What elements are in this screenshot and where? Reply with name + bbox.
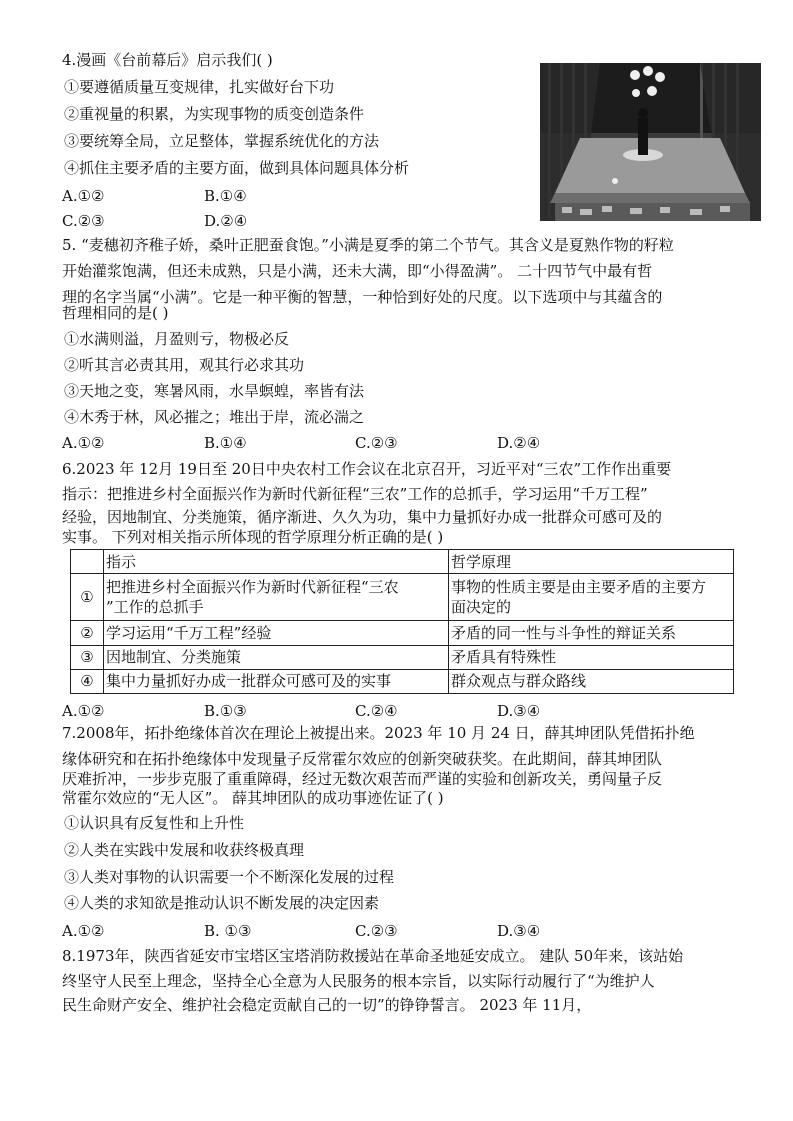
q5-item-4: ④木秀于林，风必摧之；堆出于岸，流必湍之 (64, 408, 365, 426)
q6-stem-line-4: 实事。 下列对相关指示所体现的哲学原理分析正确的是( ) (62, 528, 444, 546)
q8-stem-line-2: 终坚守人民至上理念，坚持全心全意为人民服务的根本宗旨，以实际行动履行了“为维护人 (62, 972, 655, 990)
cell-line: ”工作的总抓手 (106, 598, 204, 617)
q5-option-c: C.②③ (355, 434, 398, 452)
q5-stem-line-3: 理的名字当属“小满”。它是一种平衡的智慧，一种恰到好处的尺度。以下选项中与其蕴含的 (62, 288, 663, 306)
table-row (71, 669, 734, 693)
table-cell: 矛盾具有特殊性 (449, 645, 734, 669)
table-row (71, 574, 734, 621)
q7-stem-line-3: 厌难折冲，一步步克服了重重障碍，经过无数次艰苦而严谨的实验和创新攻关，勇闯量子反 (62, 770, 663, 788)
q4-item-4: ④抓住主要矛盾的主要方面，做到具体问题具体分析 (64, 159, 410, 177)
table-cell: 群众观点与群众路线 (449, 669, 734, 693)
q6-stem-line-2: 指示：把推进乡村全面振兴作为新时代新征程“三农”工作的总抓手，学习运用“千万工程” (62, 485, 648, 503)
row-number: ① (71, 574, 104, 621)
q6-option-b: B.①③ (204, 702, 247, 720)
q6-stem-line-3: 经验，因地制宜、分类施策，循序渐进、久久为功，集中力量抓好办成一批群众可感可及的 (62, 508, 663, 526)
q4-option-b: B.①④ (204, 187, 247, 205)
cell-line: 面决定的 (451, 598, 512, 617)
q4-item-1: ①要遵循质量互变规律，扎实做好台下功 (64, 78, 335, 96)
row-number: ② (71, 621, 104, 645)
table-header-directive: 指示 (104, 550, 449, 574)
table-header-row (71, 550, 734, 574)
table-cell: 学习运用“千万工程”经验 (104, 621, 449, 645)
q7-option-c: C.②③ (355, 922, 398, 940)
cell-line: 把推进乡村全面振兴作为新时代新征程“三农 (106, 578, 399, 597)
q7-option-b: B. ①③ (204, 922, 252, 940)
row-number: ④ (71, 669, 104, 693)
q6-stem-line-1: 6.2023 年 12月 19日至 20日中央农村工作会议在北京召开，习近平对“三农”工作作出重要 (62, 460, 672, 478)
q5-stem-line-1: 5. “麦穗初齐稚子娇，桑叶正肥蚕食饱。”小满是夏季的第二个节气。其含义是夏熟作物的籽粒 (62, 236, 674, 254)
q6-table (70, 549, 734, 694)
table-cell: 矛盾的同一性与斗争性的辩证关系 (449, 621, 734, 645)
q4-item-3: ③要统筹全局，立足整体，掌握系统优化的方法 (64, 132, 380, 150)
q7-option-a: A.①② (62, 922, 105, 940)
table-header-principle: 哲学原理 (449, 550, 734, 574)
q5-item-3: ③天地之变，寒暑风雨，水旱螟蝗，率皆有法 (64, 382, 365, 400)
q7-option-d: D.③④ (497, 922, 541, 940)
table-cell (449, 574, 734, 621)
q8-stem-line-1: 8.1973年，陕西省延安市宝塔区宝塔消防救援站在革命圣地延安成立。 建队 50年来，该站始 (62, 947, 684, 965)
q7-item-1: ①认识具有反复性和上升性 (64, 814, 245, 832)
q7-stem-line-4: 常霍尔效应的“无人区”。 薛其坤团队的成功事迹佐证了( ) (62, 789, 444, 807)
table-row (71, 645, 734, 669)
q5-item-1: ①水满则溢，月盈则亏，物极必反 (64, 330, 290, 348)
cell-line: 事物的性质主要是由主要矛盾的主要方 (451, 578, 707, 597)
q4-option-c: C.②③ (62, 212, 105, 230)
row-number: ③ (71, 645, 104, 669)
q7-item-3: ③人类对事物的认识需要一个不断深化发展的过程 (64, 868, 395, 886)
cartoon-image (540, 63, 761, 221)
q5-option-b: B.①④ (204, 434, 247, 452)
table-cell: 因地制宜、分类施策 (104, 645, 449, 669)
table-cell (71, 550, 104, 574)
q4-option-d: D.②④ (204, 212, 248, 230)
q6-option-a: A.①② (62, 702, 105, 720)
q4-stem: 4.漫画《台前幕后》启示我们( ) (62, 51, 273, 69)
q5-stem-line-2: 开始灌浆饱满，但还未成熟，只是小满，还未大满，即“小得盈满”。 二十四节气中最有哲 (62, 262, 653, 280)
table-row (71, 621, 734, 645)
q4-item-2: ②重视量的积累，为实现事物的质变创造条件 (64, 105, 365, 123)
q5-option-d: D.②④ (497, 434, 541, 452)
q7-item-2: ②人类在实践中发展和收获终极真理 (64, 841, 305, 859)
q5-item-2: ②听其言必责其用，观其行必求其功 (64, 356, 305, 374)
q8-stem-line-3: 民生命财产安全、维护社会稳定贡献自己的一切”的铮铮誓言。 2023 年 11月， (62, 996, 592, 1014)
table-cell (104, 574, 449, 621)
table-cell: 集中力量抓好办成一批群众可感可及的实事 (104, 669, 449, 693)
q5-stem-line-4: 哲理相同的是( ) (62, 304, 169, 322)
q6-option-d: D.③④ (497, 702, 541, 720)
q6-option-c: C.②④ (355, 702, 398, 720)
q7-item-4: ④人类的求知欲是推动认识不断发展的决定因素 (64, 894, 380, 912)
q4-option-a: A.①② (62, 187, 105, 205)
q5-option-a: A.①② (62, 434, 105, 452)
q7-stem-line-1: 7.2008年，拓扑绝缘体首次在理论上被提出来。2023 年 10 月 24 日，薛其坤团队凭借拓扑绝 (62, 724, 695, 742)
q7-stem-line-2: 缘体研究和在拓扑绝缘体中发现量子反常霍尔效应的创新突破获奖。在此期间，薛其坤团队 (62, 750, 663, 768)
